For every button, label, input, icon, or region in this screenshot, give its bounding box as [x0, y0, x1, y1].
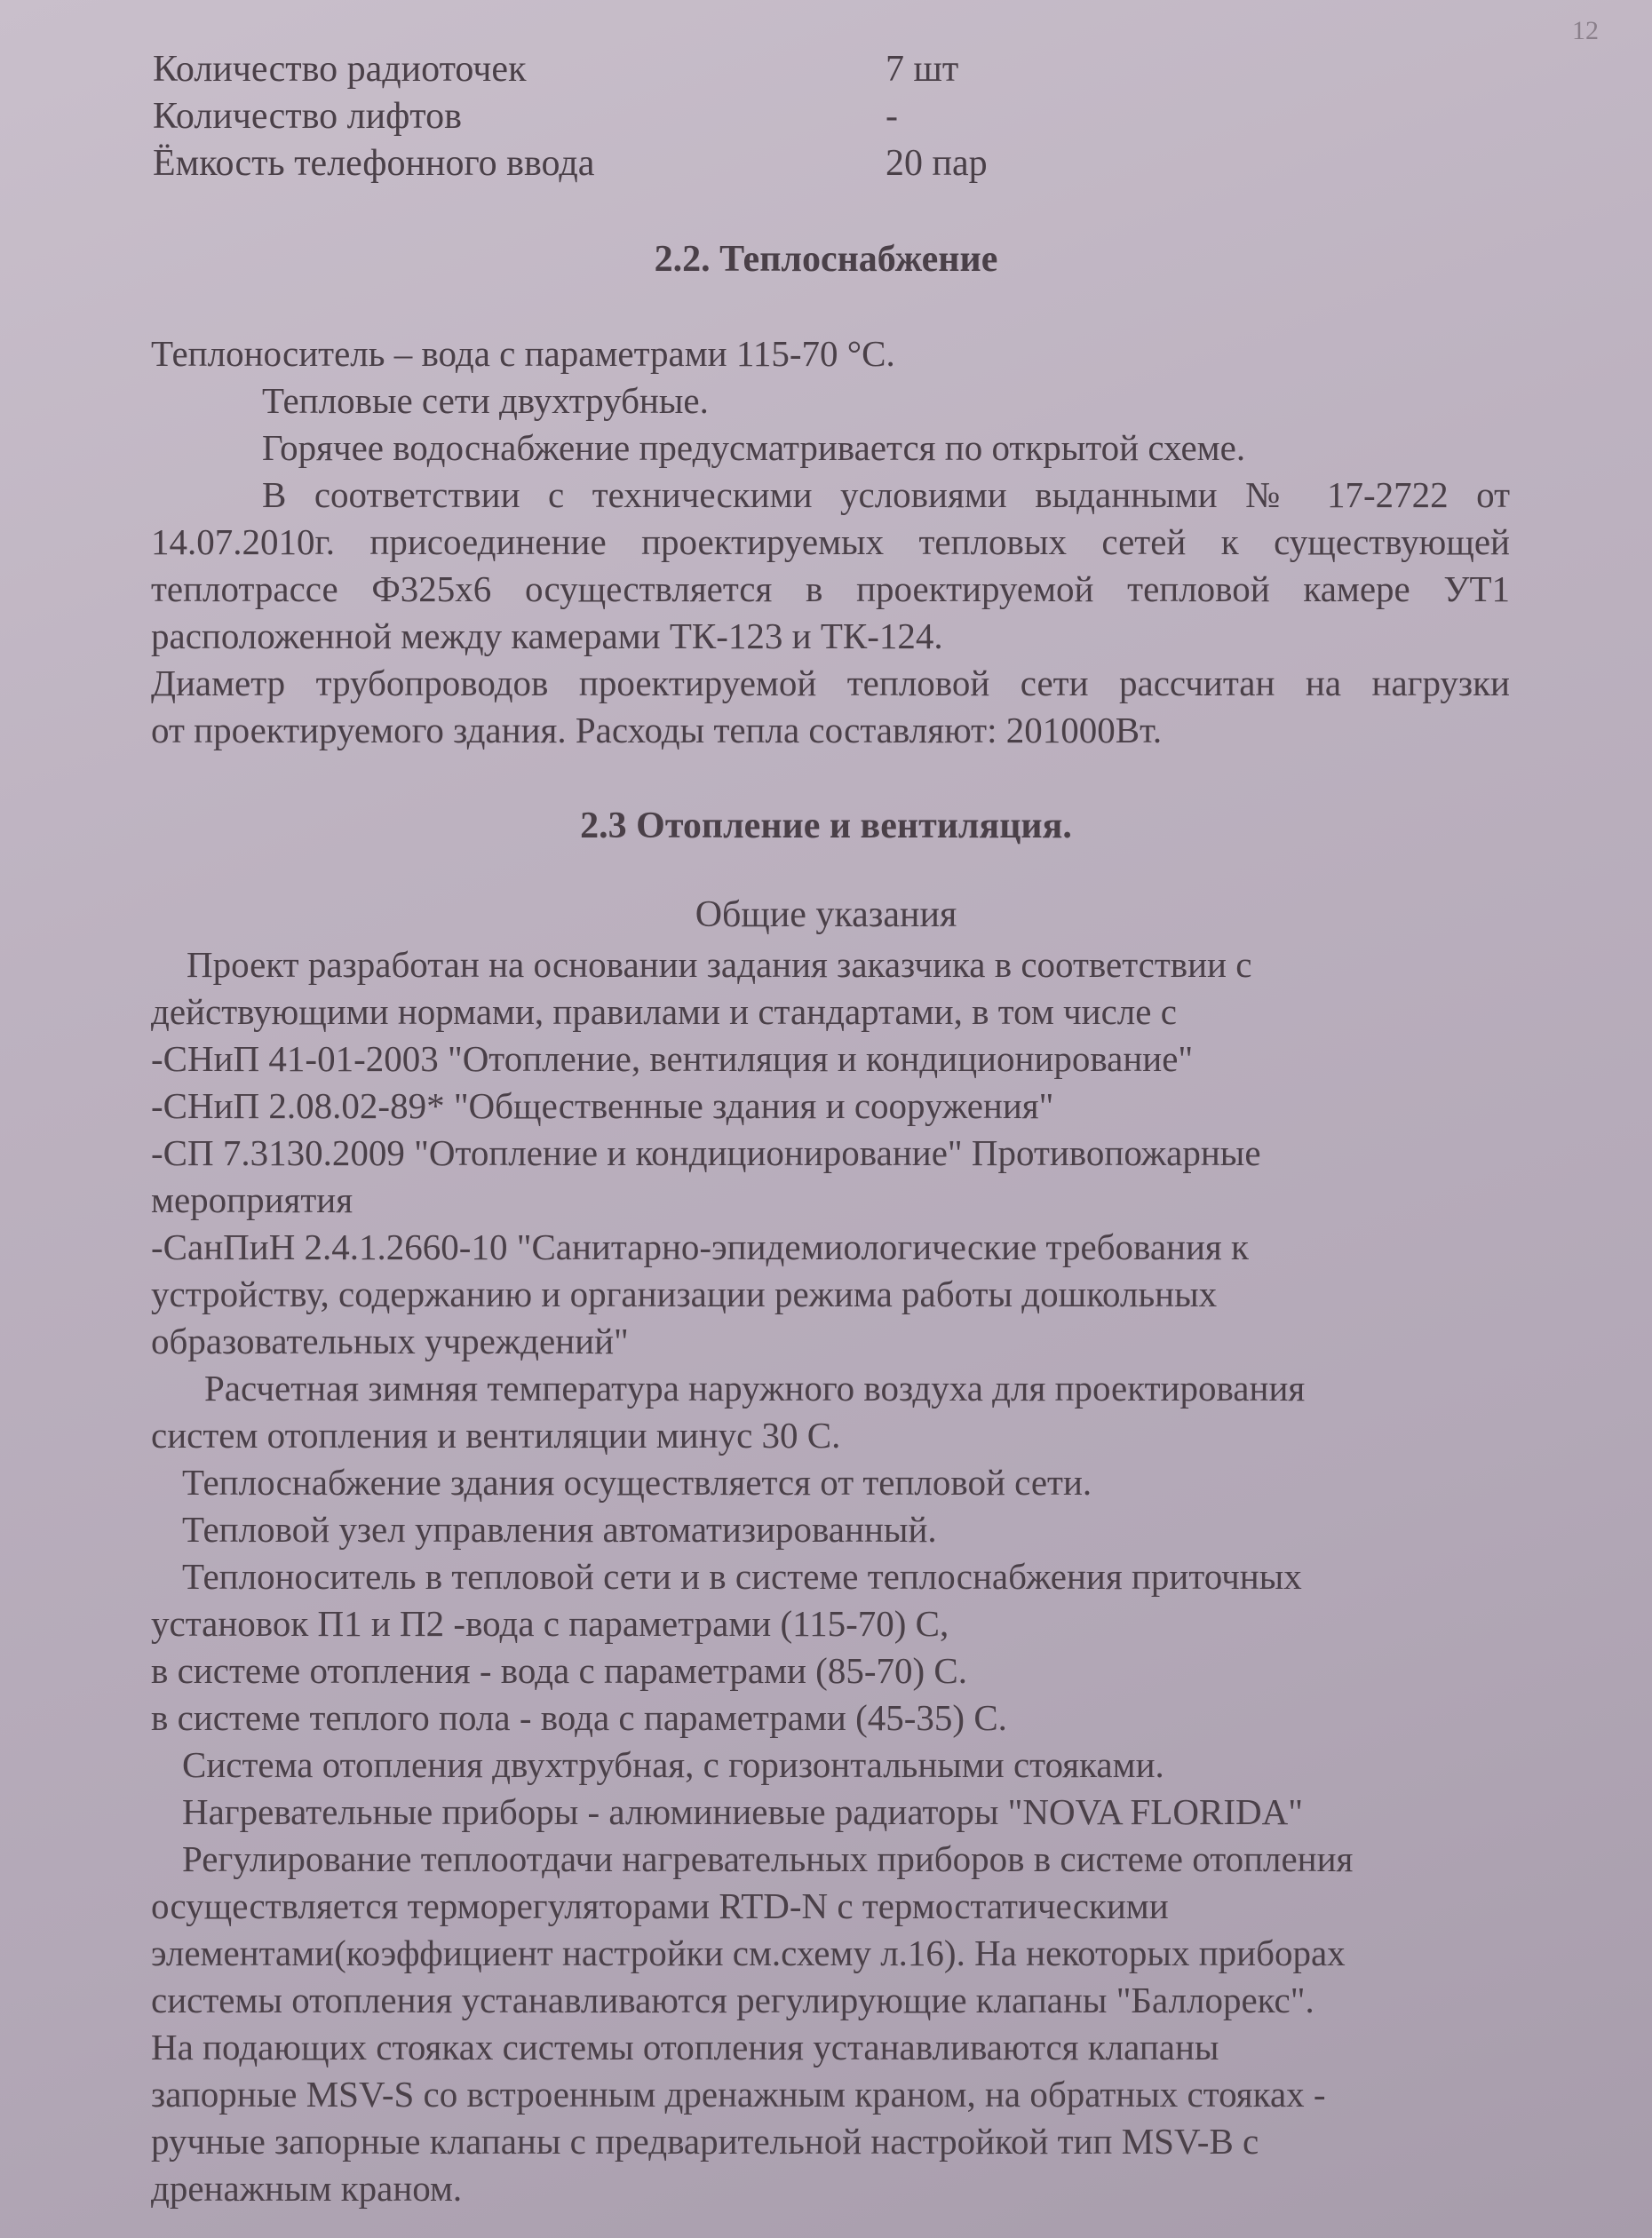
paragraph-line: осуществляется терморегуляторами RTD-N с термостатическими [151, 1885, 1169, 1926]
section-heat-supply-title: 2.2. Теплоснабжение [654, 239, 998, 280]
spec-label: Количество радиоточек [153, 49, 527, 90]
paragraph-line: действующими нормами, правилами и стандартами, в том числе с [151, 991, 1177, 1032]
paragraph-line: -СНиП 2.08.02-89* "Общественные здания и сооружения" [151, 1085, 1054, 1126]
section-heat-supply-body [151, 330, 1510, 754]
spec-label: Ёмкость телефонного ввода [153, 143, 595, 184]
paragraph-line: Проект разработан на основании задания заказчика в соответствии с [187, 944, 1252, 985]
paragraph-line: мероприятия [151, 1179, 353, 1220]
paragraph-line: Теплоноситель – вода с параметрами 115-70 °С. [151, 333, 895, 374]
paragraph-line: систем отопления и вентиляции минус 30 С. [151, 1415, 841, 1456]
paragraph-line: запорные MSV-S со встроенным дренажным краном, на обратных стояках - [151, 2074, 1326, 2115]
paragraph-line: Теплоснабжение здания осуществляется от тепловой сети. [182, 1462, 1092, 1503]
paragraph-line: В соответствии с техническими условиями выданными № 17-2722 от [262, 474, 1510, 515]
spec-value: 20 пар [886, 143, 988, 184]
paragraph-line: установок П1 и П2 -вода с параметрами (115-70) С, [151, 1603, 949, 1644]
spec-row [153, 46, 1219, 93]
paragraph-line: в системе теплого пола - вода с параметрами (45-35) С. [151, 1697, 1007, 1738]
paragraph-line: системы отопления устанавливаются регулирующие клапаны "Баллорекс". [151, 1980, 1314, 2020]
paragraph-line: ручные запорные клапаны с предварительной настройкой тип MSV-B с [151, 2121, 1259, 2162]
paragraph-line: в системе отопления - вода с параметрами (85-70) С. [151, 1650, 967, 1691]
spec-value: - [886, 96, 898, 137]
paragraph-line: Нагревательные приборы - алюминиевые радиаторы "NOVA FLORIDA" [182, 1791, 1303, 1832]
paragraph-line: Регулирование теплоотдачи нагревательных приборов в системе отопления [182, 1838, 1354, 1879]
paragraph-line: от проектируемого здания. Расходы тепла составляют: 201000Вт. [151, 710, 1163, 750]
paragraph-line: 14.07.2010г. присоединение проектируемых тепловых сетей к существующей [151, 521, 1510, 562]
paragraph-line: На подающих стояках системы отопления устанавливаются клапаны [151, 2027, 1219, 2067]
paragraph-line: -СНиП 41-01-2003 "Отопление, вентиляция и кондиционирование" [151, 1038, 1194, 1079]
spec-value: 7 шт [886, 49, 959, 90]
paragraph-line: устройству, содержанию и организации режима работы дошкольных [151, 1274, 1218, 1314]
paragraph-line: Теплоноситель в тепловой сети и в системе теплоснабжения приточных [182, 1556, 1302, 1597]
paragraph-line: дренажным краном. [151, 2168, 463, 2209]
paragraph-line: -СП 7.3130.2009 "Отопление и кондиционирование" Противопожарные [151, 1132, 1261, 1173]
spec-label: Количество лифтов [153, 96, 462, 137]
paragraph-line: Диаметр трубопроводов проектируемой тепловой сети рассчитан на нагрузки [151, 663, 1510, 703]
paragraph-line: Горячее водоснабжение предусматривается по открытой схеме. [262, 427, 1246, 468]
paragraph-line: образовательных учреждений" [151, 1321, 629, 1361]
paragraph-line: элементами(коэффициент настройки см.схему л.16). На некоторых приборах [151, 1932, 1346, 1973]
section-heating-subtitle: Общие указания [695, 894, 957, 935]
paragraph-line: расположенной между камерами ТК-123 и ТК-124. [151, 615, 943, 656]
paragraph-line: Тепловой узел управления автоматизированный. [182, 1509, 937, 1550]
page-number: 12 [1572, 16, 1599, 45]
paragraph-line: Расчетная зимняя температура наружного воздуха для проектирования [204, 1368, 1306, 1409]
spec-row [153, 140, 1219, 187]
spec-row [153, 93, 1219, 140]
paragraph-line: -СанПиН 2.4.1.2660-10 "Санитарно-эпидемиологические требования к [151, 1226, 1249, 1267]
section-heating-body [151, 941, 1510, 2212]
paragraph-line: Система отопления двухтрубная, с горизонтальными стояками. [182, 1744, 1164, 1785]
paragraph-line: теплотрассе Ф325х6 осуществляется в проектируемой тепловой камере УТ1 [151, 568, 1510, 609]
section-heating-title: 2.3 Отопление и вентиляция. [580, 806, 1072, 846]
spec-table [153, 46, 1219, 187]
paragraph-line: Тепловые сети двухтрубные. [262, 380, 709, 421]
